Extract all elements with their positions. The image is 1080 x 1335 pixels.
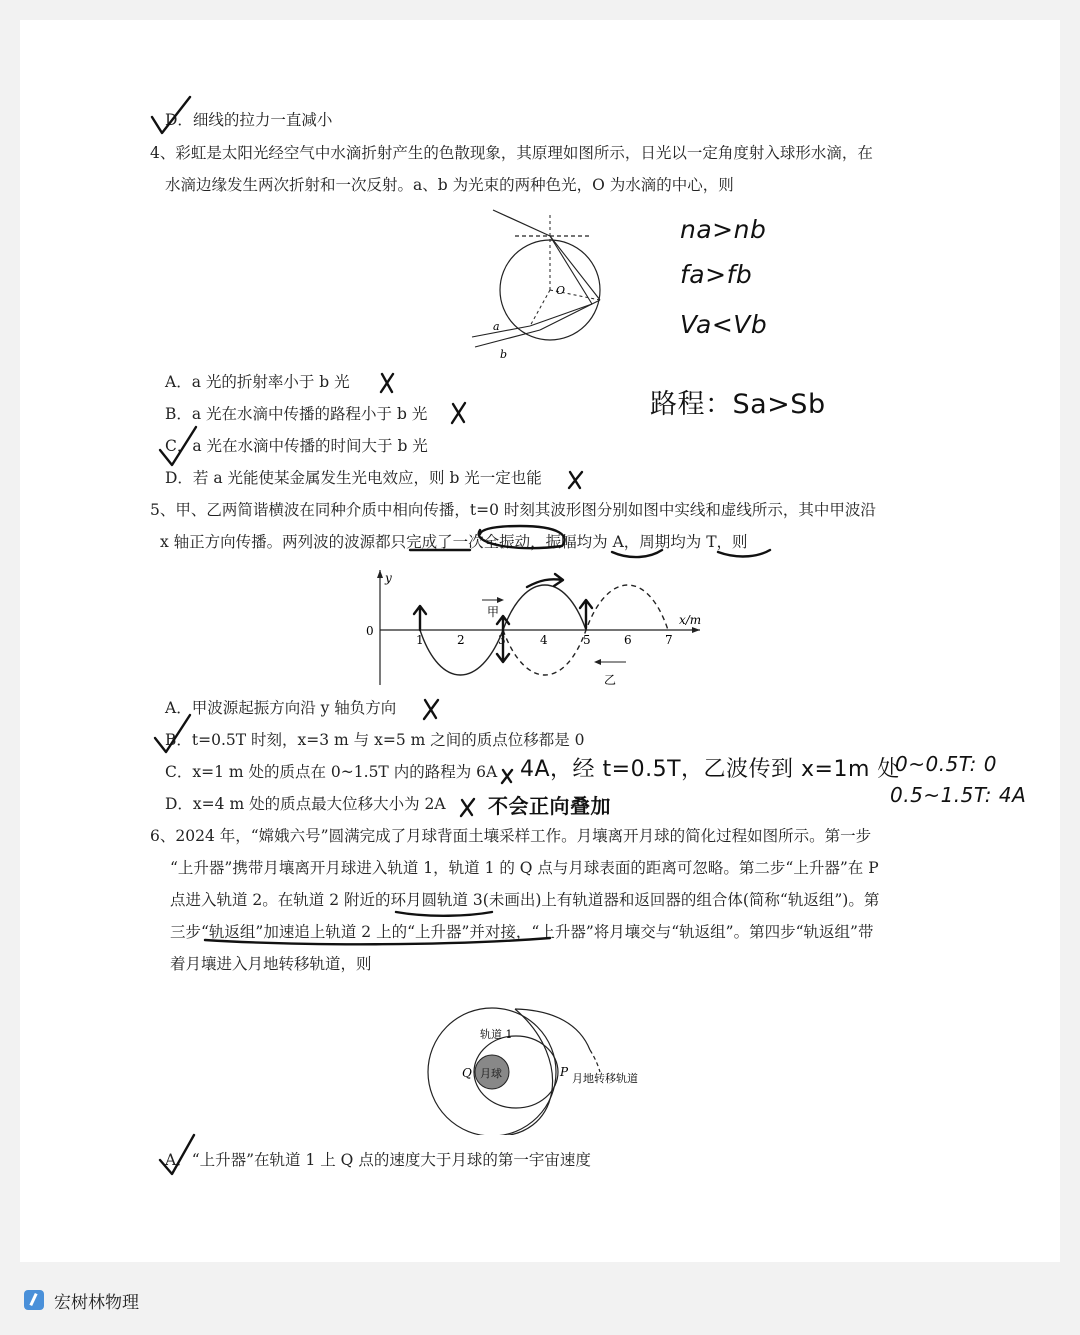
brand-name: 宏树林物理	[54, 1292, 139, 1313]
q5-note-c-1: 0~0.5T: 0	[895, 752, 997, 776]
q6-stem-line4: 三步“轨返组”加速追上轨道 2 上的“上升器”并对接，“上升器”将月壤交与“轨返组”。第四步“轨返组”带	[170, 923, 874, 941]
q6-option-a: A．“上升器”在轨道 1 上 Q 点的速度大于月球的第一宇宙速度	[165, 1151, 591, 1169]
wave-jia-label: 甲	[487, 605, 500, 619]
x-tick-3: 3	[498, 633, 506, 647]
q5-stem-line1: 5、甲、乙两简谐横波在同种介质中相向传播，t=0 时刻其波形图分别如图中实线和虚线所示，其中甲波沿	[150, 501, 876, 519]
orbit-diagram	[415, 1000, 655, 1135]
transfer-orbit-label: 月地转移轨道	[572, 1072, 638, 1085]
moon-label: 月球	[480, 1067, 502, 1080]
q4-option-b: B．a 光在水滴中传播的路程小于 b 光	[165, 405, 428, 423]
center-o-label: O	[556, 284, 566, 297]
q5-note-d: 不会正向叠加	[488, 794, 611, 818]
origin-label: 0	[366, 624, 374, 638]
footer-brand	[24, 1285, 139, 1315]
q6-stem-line3: 点进入轨道 2。在轨道 2 附近的环月圆轨道 3(未画出)上有轨道器和返回器的组合体(简称“轨返组”)。第	[170, 891, 880, 909]
q4-note-frequency: fa>fb	[680, 260, 753, 289]
x-tick-6: 6	[624, 633, 632, 647]
x-ticks	[416, 633, 673, 647]
q4-note-path: 路程：Sa>Sb	[650, 389, 826, 420]
q4-note-refraction: na>nb	[680, 215, 767, 244]
q4-note-speed: Va<Vb	[680, 310, 768, 339]
q4-option-a: A．a 光的折射率小于 b 光	[165, 373, 350, 391]
ray-a-label: a	[493, 320, 500, 333]
x-tick-5: 5	[583, 633, 591, 647]
q5-option-c: C．x=1 m 处的质点在 0~1.5T 内的路程为 6A	[165, 763, 498, 781]
q5-stem-line2: x 轴正方向传播。两列波的波源都只完成了一次全振动，振幅均为 A，周期均为 T，则	[160, 533, 748, 551]
q6-stem-line1: 6、2024 年，“嫦娥六号”圆满完成了月球背面土壤采样工作。月壤离开月球的简化过程如图所示。第一步	[150, 827, 872, 845]
q5-option-b: B．t=0.5T 时刻，x=3 m 与 x=5 m 之间的质点位移都是 0	[165, 731, 585, 749]
x-axis-label: x/m	[679, 613, 702, 627]
raindrop-diagram	[460, 205, 630, 365]
x-tick-4: 4	[540, 633, 548, 647]
q4-stem-line2: 水滴边缘发生两次折射和一次反射。a、b 为光束的两种色光，O 为水滴的中心，则	[165, 176, 734, 194]
q5-option-d: D．x=4 m 处的质点最大位移大小为 2A	[165, 795, 446, 813]
q5-note-c: 4A，经 t=0.5T，乙波传到 x=1m 处	[520, 757, 900, 782]
q6-stem-line5: 着月壤进入月地转移轨道，则	[170, 955, 372, 973]
orbit-1-label: 轨道 1	[480, 1028, 513, 1041]
brand-logo-icon	[24, 1290, 44, 1310]
wave-diagram	[360, 565, 710, 690]
point-q-label: Q	[462, 1066, 472, 1080]
point-p-label: P	[560, 1065, 569, 1079]
q6-stem-line2: “上升器”携带月壤离开月球进入轨道 1，轨道 1 的 Q 点与月球表面的距离可忽略。第二步“上升器”在 P	[170, 859, 879, 877]
x-tick-2: 2	[457, 633, 465, 647]
x-tick-7: 7	[665, 633, 673, 647]
q4-option-c: C．a 光在水滴中传播的时间大于 b 光	[165, 437, 428, 455]
q4-option-d: D．若 a 光能使某金属发生光电效应，则 b 光一定也能	[165, 469, 542, 487]
x-tick-1: 1	[416, 633, 424, 647]
q5-option-a: A．甲波源起振方向沿 y 轴负方向	[165, 699, 397, 717]
y-axis-label: y	[385, 571, 392, 585]
q4-stem-line1: 4、彩虹是太阳光经空气中水滴折射产生的色散现象，其原理如图所示，日光以一定角度射入球形水滴，在	[150, 144, 873, 162]
q3-option-d: D．细线的拉力一直减小	[165, 111, 333, 129]
q5-note-c-2: 0.5~1.5T: 4A	[890, 783, 1027, 807]
ray-b-label: b	[500, 348, 508, 361]
wave-yi-label: 乙	[604, 673, 617, 687]
